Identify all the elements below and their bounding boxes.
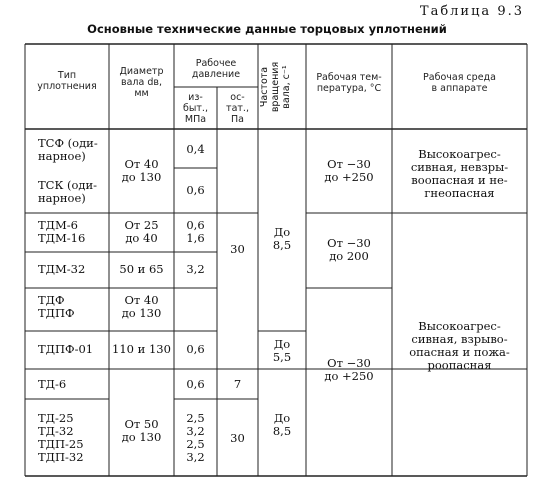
- header-pressure-excess: из- быт., МПа: [183, 92, 208, 125]
- cell-type-tdf: ТДФ ТДПФ: [38, 293, 75, 320]
- cell-pressure-td6: 0,6: [186, 377, 205, 391]
- header-pressure: Рабочее давление: [191, 58, 241, 80]
- cell-residual-lower: 30: [230, 431, 245, 445]
- cell-diameter-tdm: От 25 до 40: [124, 218, 159, 245]
- cell-rotation-lower: До 8,5: [272, 411, 292, 438]
- cell-type-tsf: ТСФ (оди- нарное): [38, 136, 98, 163]
- cell-pressure-tdpf01: 0,6: [186, 342, 205, 356]
- table-caption: Таблица 9.3: [419, 4, 524, 19]
- cell-diameter-tdm32: 50 и 65: [119, 262, 164, 276]
- header-rotation: Частота вращения вала, с⁻¹: [259, 61, 292, 113]
- cell-pressure-tdm32: 3,2: [186, 262, 205, 276]
- cell-residual-td6: 7: [233, 377, 242, 391]
- cell-diameter-tsf: От 40 до 130: [121, 157, 162, 184]
- cell-pressure-tsf: 0,4: [186, 142, 205, 156]
- header-medium: Рабочая среда в аппарате: [423, 72, 496, 94]
- cell-type-tdm: ТДМ-6 ТДМ-16: [38, 218, 86, 245]
- cell-type-tdm32: ТДМ-32: [38, 262, 86, 276]
- header-type: Тип уплотнения: [37, 70, 97, 92]
- cell-medium-upper: Высокоагрес- сивная, невзры- воопасная и не- гнеопасная: [410, 147, 509, 200]
- cell-type-td25: ТД-25 ТД-32 ТДП-25 ТДП-32: [38, 411, 84, 464]
- cell-rotation-tdpf01: До 5,5: [272, 337, 292, 364]
- cell-diameter-tdpf01: 110 и 130: [112, 342, 171, 356]
- cell-pressure-tdm: 0,6 1,6: [186, 218, 205, 245]
- cell-pressure-td25: 2,5 3,2 2,5 3,2: [186, 411, 205, 464]
- header-pressure-residual: ос- тат., Па: [226, 92, 249, 125]
- cell-diameter-td25: От 50 до 130: [121, 417, 162, 444]
- header-diameter: Диаметр вала dв, мм: [119, 66, 164, 99]
- cell-residual-upper: 30: [230, 242, 245, 256]
- cell-temp-lower: От −30 до +250: [324, 356, 374, 383]
- cell-medium-lower: Высокоагрес- сивная, взрыво- опасная и пожа- роопасная: [409, 319, 510, 372]
- table-title: Основные технические данные торцовых уплотнений: [87, 22, 447, 36]
- cell-type-td6: ТД-6: [38, 377, 67, 391]
- cell-rotation-upper: До 8,5: [272, 225, 292, 252]
- cell-diameter-tdf: От 40 до 130: [121, 293, 162, 320]
- cell-temp-tsf: От −30 до +250: [324, 157, 374, 184]
- cell-pressure-tsk: 0,6: [186, 183, 205, 197]
- cell-temp-tdm: От −30 до 200: [327, 236, 371, 263]
- cell-type-tdpf01: ТДПФ-01: [38, 342, 94, 356]
- cell-type-tsk: ТСК (оди- нарное): [38, 178, 98, 205]
- header-temperature: Рабочая тем- пература, °С: [316, 72, 382, 94]
